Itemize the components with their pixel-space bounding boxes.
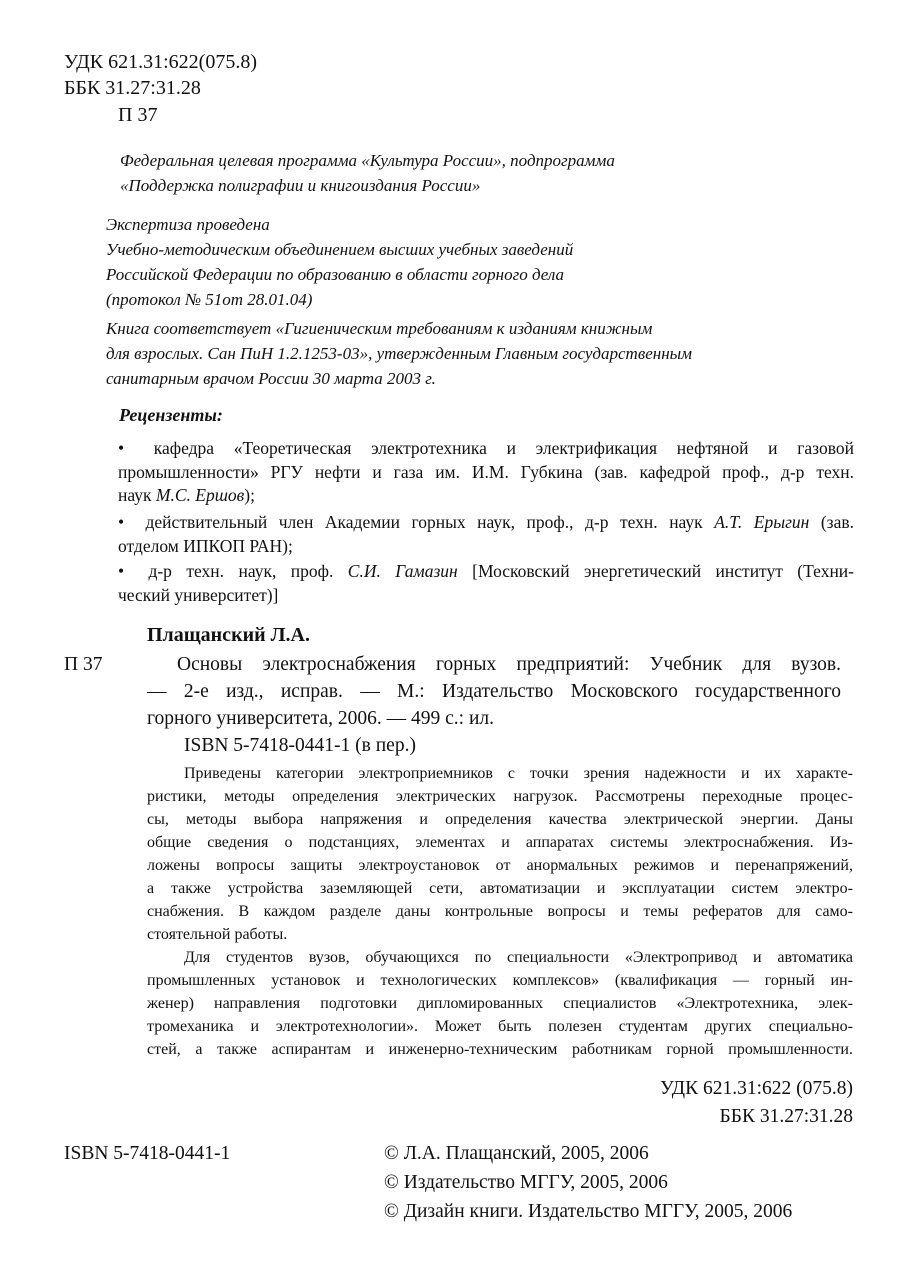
book-mark: П 37 xyxy=(64,654,103,675)
annotation-line: стоятельной работы. xyxy=(147,926,288,943)
book-title-line: — 2-е изд., исправ. — М.: Издательство Московского государственного xyxy=(147,681,841,702)
author-mark: П 37 xyxy=(118,104,158,126)
annotation-line: снабжения. В каждом разделе даны контрольные вопросы и темы рефератов для само- xyxy=(147,903,853,920)
book-author: Плащанский Л.А. xyxy=(147,624,310,646)
reviewer-1-text: наук xyxy=(118,485,156,505)
annotation-line: сы, методы выбора напряжения и определения качества электрической энергии. Даны xyxy=(147,811,853,828)
annotation-line: промышленных установок и технологических комплексов» (квалификация — горный ин- xyxy=(147,972,853,989)
program-line: Федеральная целевая программа «Культура России», подпрограмма xyxy=(120,151,615,170)
expertise-line: Учебно-методическим объединением высших учебных заведений xyxy=(106,240,574,259)
annotation-line: общие сведения о подстанциях, элементах и аппаратах системы электроснабжения. Из- xyxy=(147,834,853,851)
hygiene-note xyxy=(106,316,692,391)
bottom-codes xyxy=(660,1075,853,1131)
annotation-line: ристики, методы определения электрических нагрузок. Рассмотрены переходные процес- xyxy=(147,788,853,805)
footer-isbn: ISBN 5-7418-0441-1 xyxy=(64,1143,231,1164)
program-note xyxy=(120,148,615,198)
udk-code: УДК 621.31:622(075.8) xyxy=(64,51,257,73)
bbk-code: ББК 31.27:31.28 xyxy=(64,77,201,99)
reviewer-1-text: ); xyxy=(244,485,255,505)
annotation-line: женер) направления подготовки дипломированных специалистов «Электротехника, элек- xyxy=(147,995,853,1012)
book-isbn: ISBN 5-7418-0441-1 (в пер.) xyxy=(184,735,416,756)
annotation-line: а также устройства заземляющей сети, автоматизации и эксплуатации систем электро- xyxy=(147,880,853,897)
hygiene-line: для взрослых. Сан ПиН 1.2.1253-03», утвержденным Главным государственным xyxy=(106,344,692,363)
reviewer-2-text: действительный член Академии горных наук, проф., д-р техн. наук xyxy=(145,512,715,532)
reviewer-1-line: промышленности» РГУ нефти и газа им. И.М. Губкина (зав. кафедрой проф., д-р техн. xyxy=(118,461,854,482)
bottom-udk: УДК 621.31:622 (075.8) xyxy=(659,1078,853,1099)
hygiene-line: Книга соответствует «Гигиеническим требованиям к изданиям книжным xyxy=(106,319,653,338)
reviewer-1-name: М.С. Ершов xyxy=(155,485,245,505)
copyright-line: © Л.А. Плащанский, 2005, 2006 xyxy=(384,1143,649,1164)
reviewers-heading: Рецензенты: xyxy=(119,405,223,425)
annotation-line: Приведены категории электроприемников с точки зрения надежности и их характе- xyxy=(184,765,853,782)
bullet-icon: • xyxy=(118,438,125,458)
book-title-block xyxy=(147,651,841,732)
bullet-icon: • xyxy=(118,512,125,532)
reviewer-3-text: [Московский энергетический институт (Техни- xyxy=(457,561,854,581)
bullet-icon: • xyxy=(118,561,125,581)
copyright-block xyxy=(384,1139,792,1226)
annotation-line: стей, а также аспирантам и инженерно-техническим работникам горной промышленности. xyxy=(147,1041,853,1058)
expertise-line: (протокол № 51от 28.01.04) xyxy=(106,290,313,309)
expertise-note xyxy=(106,212,573,312)
reviewer-3-text: д-р техн. наук, проф. xyxy=(148,561,348,581)
reviewer-2-line: отделом ИПКОП РАН); xyxy=(118,535,293,556)
expertise-line: Экспертиза проведена xyxy=(106,215,270,234)
annotation-line: тромеханика и электротехнологии». Может быть полезен студентам других специально- xyxy=(147,1018,853,1035)
reviewer-3 xyxy=(118,560,854,607)
expertise-line: Российской Федерации по образованию в области горного дела xyxy=(106,265,564,284)
reviewer-1-line: кафедра «Теоретическая электротехника и электрификация нефтяной и газовой xyxy=(153,438,854,458)
reviewer-3-line: ческий университет)] xyxy=(118,584,279,605)
book-title-line: горного университета, 2006. — 499 с.: ил. xyxy=(147,708,495,729)
book-title-line: Основы электроснабжения горных предприятий: Учебник для вузов. xyxy=(177,654,841,675)
annotation xyxy=(147,762,853,1061)
copyright-line: © Издательство МГГУ, 2005, 2006 xyxy=(384,1172,668,1193)
annotation-line: Для студентов вузов, обучающихся по специальности «Электропривод и автоматика xyxy=(184,949,853,966)
program-line: «Поддержка полиграфии и книгоиздания России» xyxy=(120,176,481,195)
hygiene-line: санитарным врачом России 30 марта 2003 г. xyxy=(106,369,436,388)
copyright-line: © Дизайн книги. Издательство МГГУ, 2005, 2006 xyxy=(384,1201,793,1222)
annotation-line: ложены вопросы защиты электроустановок от анормальных режимов и перенапряжений, xyxy=(147,857,853,874)
reviewer-2-name: А.Т. Ерыгин xyxy=(714,512,810,532)
reviewer-3-name: С.И. Гамазин xyxy=(347,561,458,581)
reviewer-1 xyxy=(118,437,854,508)
reviewer-2-text: (зав. xyxy=(809,512,855,532)
reviewer-2 xyxy=(118,511,854,558)
bottom-bbk: ББК 31.27:31.28 xyxy=(719,1106,853,1127)
